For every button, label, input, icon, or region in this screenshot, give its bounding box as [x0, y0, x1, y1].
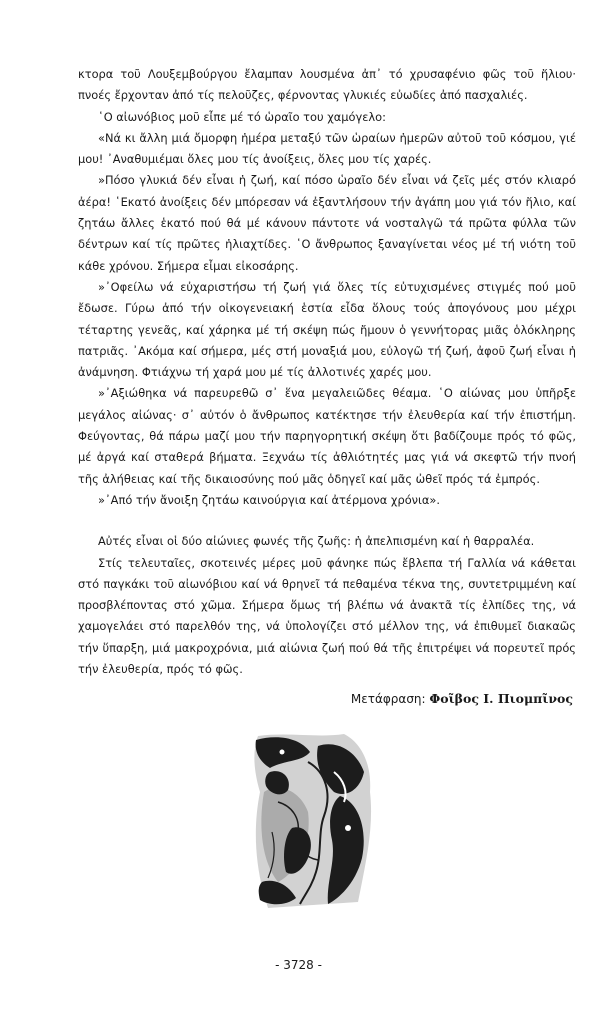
ink-drawing-icon — [248, 732, 376, 910]
paragraph-9: Στίς τελευταῖες, σκοτεινές μέρες μοῦ φάνηκε πώς ἔβλεπα τή Γαλλία νά κάθεται στό παγκάκι τοῦ αἰωνόβιου καί νά θρηνεῖ τά πεθαμένα τέκνα της, συντετριμμένη καί προσβλέποντας στό χῶμα. Σήμερα ὅμως τή βλέπω νά ἀνακτᾶ τίς ἐλπίδες της, νά χαμογελάει στό παρελθόν της, νά ὑπολογίζει στό μέλλον της, νά ἐπιθυμεῖ διακαῶς τήν ὕπαρξη, μιά μακροχρόνια, μιά αἰώνια ζωή πού θά τῆς ἐπιτρέψει νά πορευτεῖ πρός τήν ἐλευθερία, πρός τό φῶς. — [78, 555, 576, 677]
paragraph-1: κτορα τοῦ Λουξεμβούργου ἔλαμπαν λουσμένα ἀπ᾽ τό χρυσαφένιο φῶς τοῦ ἥλιου· πνοές ἔρχονταν ἀπό τίς πελοῦζες, φέρνοντας γλυκιές εὐωδίες ἀπό πασχαλιές. — [78, 67, 576, 103]
translator-credit — [351, 691, 573, 707]
translator-label: Μετάφραση: — [350, 692, 426, 706]
paragraph-2: ῾Ο αἰωνόβιος μοῦ εἶπε μέ τό ὡραῖο του χαμόγελο: — [98, 109, 386, 124]
paragraph-5: »᾿Οφείλω νά εὐχαριστήσω τή ζωή γιά ὅλες τίς εὐτυχισμένες στιγμές πού μοῦ ἔδωσε. Γύρω ἀπό τήν οἰκογενειακή ἑστία εἶδα ὅλους τούς ἀπογόνους μου μέχρι τέταρτης γενεᾶς, καί χάρηκα μέ τή σκέψη πώς ἤμουν ὁ γεννήτορας μιᾶς ὁλόκληρης πατριᾶς. ᾿Ακόμα καί σήμερα, μές στή μοναξιά μου, εὐλογῶ τή ζωή, ἀφοῦ ζωή εἶναι ἡ ἀνάμνηση. Φτιάχνω τή χαρά μου μέ τίς ἀλλοτινές χαρές μου. — [78, 279, 576, 380]
paragraph-3: «Νά κι ἄλλη μιά ὄμορφη ἡμέρα μεταξύ τῶν ὡραίων ἡμερῶν αὐτοῦ τοῦ κόσμου, γιέ μου! ᾿Αναθυμιέμαι ὅλες μου τίς ἀνοίξεις, ὅλες μου τίς χαρές. — [78, 130, 576, 167]
section-gap — [78, 511, 576, 531]
paragraph-7: »᾿Από τήν ἄνοιξη ζητάω καινούργια καί ἀτέρμονα χρόνια». — [98, 492, 440, 507]
article-body — [78, 64, 576, 680]
paragraph-8: Αὐτές εἶναι οἱ δύο αἰώνιες φωνές τῆς ζωῆς: ἡ ἀπελπισμένη καί ἡ θαρραλέα. — [98, 534, 535, 549]
page-number: - 3728 - — [275, 958, 322, 972]
ink-drawing-illustration — [248, 732, 376, 910]
paragraph-6: »᾿Αξιώθηκα νά παρευρεθῶ σ᾽ ἕνα μεγαλειῶδες θέαμα. ῾Ο αἰώνας μου ὑπῆρξε μεγάλος αἰώνας· σ᾽ αὐτόν ὁ ἄνθρωπος κατέκτησε τήν ἐλευθερία καί τήν ἐπιστήμη. Φεύγοντας, θά πάρω μαζί μου τήν παρηγορητική σκέψη ὅτι βαδίζουμε πρός τό φῶς, μέ ἀργά καί σταθερά βήματα. Ξεχνάω τίς ἀθλιότητές μας γιά νά σκεφτῶ τήν πνοή τῆς ἀλήθειας καί τῆς δικαιοσύνης πού μᾶς ὁδηγεῖ καί μᾶς ὠθεῖ πρός τά ἐμπρός. — [78, 386, 576, 486]
paragraph-4: »Πόσο γλυκιά δέν εἶναι ἡ ζωή, καί πόσο ὡραῖο δέν εἶναι νά ζεῖς μές στόν κλιαρό ἀέρα! ῾Εκατό ἀνοίξεις δέν μπόρεσαν νά ἐξαντλήσουν τήν ἀγάπη μου γιά τόν ἥλιο, καί ζητάω ἄλλες ἑκατό πού θά μέ κάνουν πάντοτε νά νοσταλγῶ τά πρῶτα φύλλα τῶν δέντρων καί τίς πρῶτες ἡλιαχτίδες. ῾Ο ἄνθρωπος ξαναγίνεται νέος μέ τή νιότη τοῦ κάθε χρόνου. Σήμερα εἶμαι εἰκοσάρης. — [78, 173, 576, 273]
translator-name: Φοῖβος Ι. Πιομπῖνος — [429, 691, 573, 706]
